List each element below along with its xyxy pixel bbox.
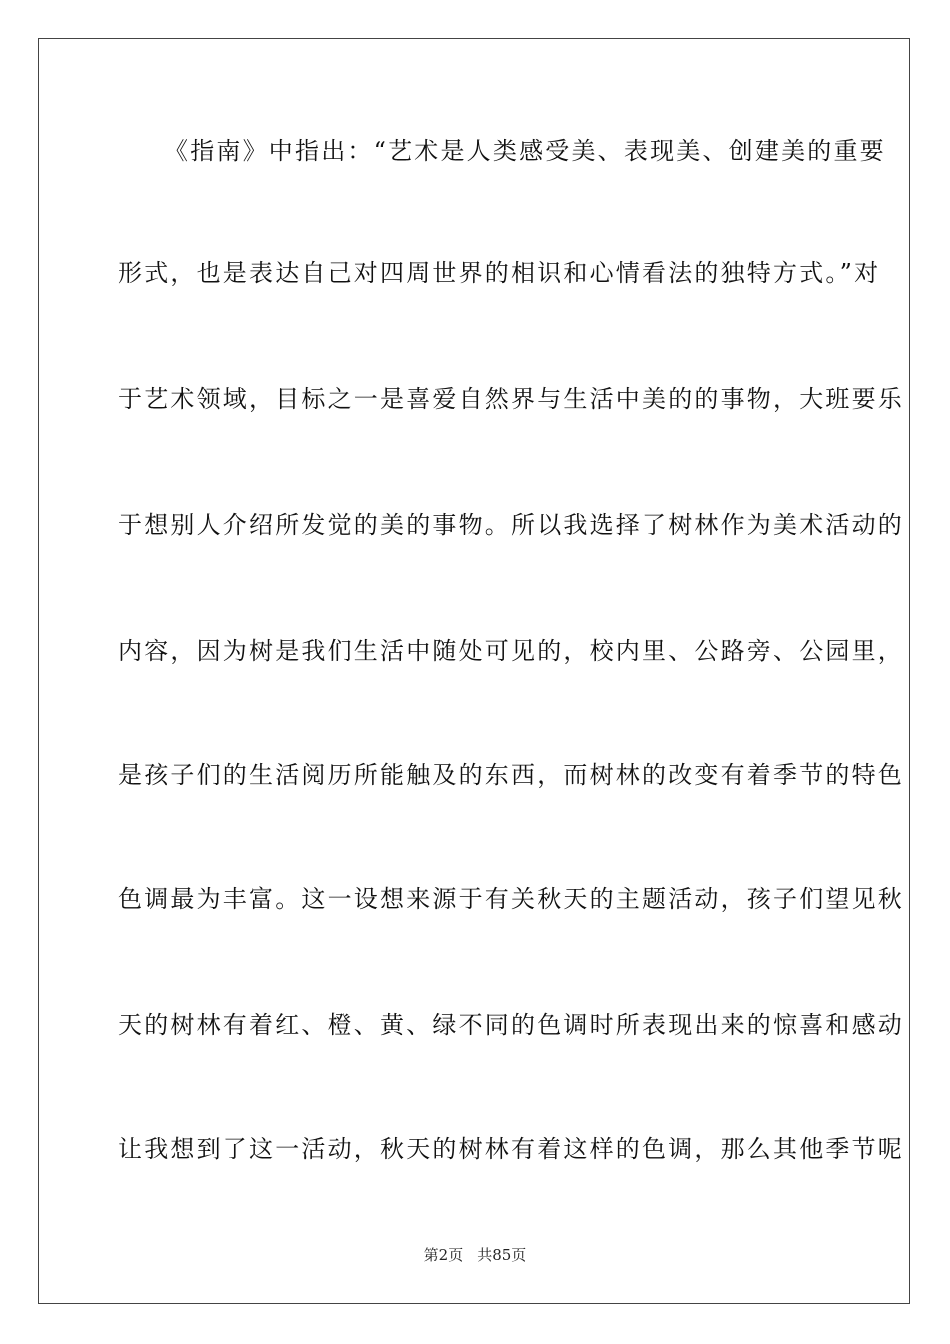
page-number: 第2页 [423, 1246, 464, 1264]
text-line: 天的树林有着红、橙、黄、绿不同的色调时所表现出来的惊喜和感动 [118, 1011, 904, 1039]
text-line: 色调最为丰富。这一设想来源于有关秋天的主题活动，孩子们望见秋 [118, 885, 904, 913]
text-line: 让我想到了这一活动，秋天的树林有着这样的色调，那么其他季节呢 [118, 1135, 904, 1163]
text-line: 《指南》中指出：“艺术是人类感受美、表现美、创建美的重要 [164, 137, 886, 165]
page-border [38, 38, 910, 1304]
text-line: 形式，也是表达自己对四周世界的相识和心情看法的独特方式。”对 [118, 259, 881, 287]
text-line: 于想别人介绍所发觉的美的事物。所以我选择了树林作为美术活动的 [118, 511, 904, 539]
text-line: 内容，因为树是我们生活中随处可见的，校内里、公路旁、公园里， [118, 637, 904, 665]
page-footer [0, 1245, 950, 1265]
page-total: 共85页 [477, 1246, 527, 1264]
text-line: 于艺术领域，目标之一是喜爱自然界与生活中美的的事物，大班要乐 [118, 385, 904, 413]
text-line: 是孩子们的生活阅历所能触及的东西，而树林的改变有着季节的特色 [118, 761, 904, 789]
